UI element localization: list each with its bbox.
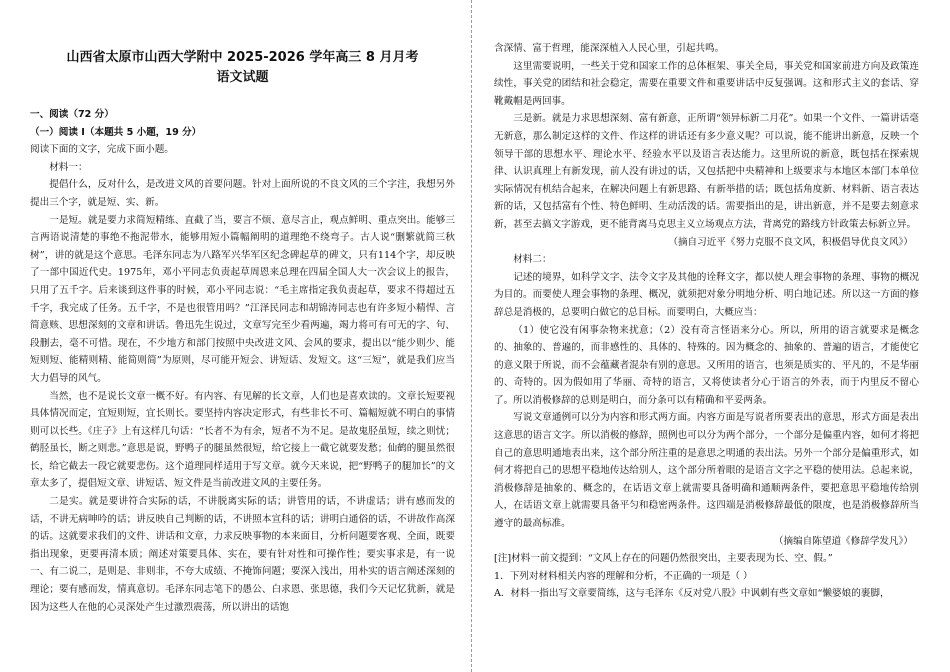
left-column (30, 40, 455, 616)
note: [注]材料一前文提到：“文风上存在的问题仍然很突出，主要表现为长、空、假。” (494, 553, 833, 565)
exam-title: 山西省太原市山西大学附中 2025-2026 学年高三 8 月月考 (66, 50, 419, 65)
material1-label: 材料一： (49, 161, 88, 173)
instruction: 阅读下面的文字，完成下面小题。 (30, 144, 174, 156)
section-heading: 一、阅读（72 分） (30, 109, 114, 120)
left-paragraph-3: 当然，也不是说长文章一概不好。有内容、有见解的长文章，人们也是喜欢读的。文章长短要视具体情况而定，宜短则短，宜长则长。要坚持内容决定形式，有些非长不可、篇幅短就不明白的事情则可以长些。《庄子》上有这样几句话：“长者不为有余，短者不为不足。是故鬼胫虽短，续之则忧；鹤胫虽长，断之则悲。”意思是说，野鸭子的腿虽然很短，给它接上一截它就要发愁；仙鹤的腿虽然很长，给它截去一段它就要悲伤。这个道理同样适用于写文章。就今天来说，把“野鸭子的腿加长”的文章太多了，提倡短文章、讲短话、短文件是当前改进文风的主要任务。 (30, 390, 455, 490)
material2-paragraph-1: 记述的境界，如科学文字、法令文字及其他的诠释文字，都以使人理会事物的条理、事物的概况为目的。而要使人理会事物的条理、概况，就须把对象分明地分析、明白地记述。所以这一方面的修辞总是消极的，总要明白做它的总目标。而要明白，大概应当： (494, 271, 919, 318)
right-paragraph-3: 三是新。就是力求思想深刻、富有新意，正所谓“领异标新二月花”。如果一个文件、一篇讲话毫无新意，那么制定这样的文件、作这样的讲话还有多少意义呢？可以说，能不能讲出新意，反映一个领导干部的思想水平、理论水平、经验水平以及语言表达能力。这里所说的新意，既包括在探索规律、认识真理上有新发现，前人没有讲过的话，又包括把中央精神和上级要求与本地区本部门本单位实际情况有机结合起来，在解决问题上有新思路、有新举措的话；既包括角度新、材料新、语言表达新的话，又包括富有个性、特色鲜明、生动活泼的话。需要指出的是，讲出新意，并不是要去刻意求新，甚至去搞文字游戏，更不能背离马克思主义立场观点方法，背离党的路线方针政策去标新立异。 (494, 113, 919, 230)
subsection-heading: （一）阅读 I（本题共 5 小题，19 分） (30, 126, 202, 138)
exam-subtitle: 语文试题 (216, 70, 269, 85)
material2-paragraph-3: 写说文章通例可以分为内容和形式两方面。内容方面是写说者所要表出的意思，形式方面是表出这意思的语言文字。所以消极的修辞，照例也可以分为两个部分，一个部分是偏重内容，如何才将把自己的意思明通地表出来，这个部分所注重的是意思之明通的表出法。另外一个部分是偏重形式，如何才将把自己的思想平稳地传达给别人，这个部分所着眼的是语言文字之平稳的使用法。总起来说，消极修辞是抽象的、概念的，在话语文章上就需要具备明确和通顺两条件，要把意思平稳地传给别人，在话语文章上就需要具备平匀和稳密两条件。这四端是消极修辞最低的限度，也是消极修辞所当遵守的最高标准。 (494, 412, 919, 530)
right-paragraph-2: 这里需要说明，一些关于党和国家工作的总体框架、事关全局，事关党和国家前进方向及政策连续性，事关党的团结和社会稳定，需要在重要文件和重要讲话中反复强调。这和形式主义的套话、穿靴戴帽是两回事。 (494, 60, 919, 107)
source-citation-1: （摘自习近平《努力克服不良文风，积极倡导优良文风》） (668, 236, 913, 248)
left-paragraph-2: 一是短。就是要力求简短精练、直截了当，要言不烦、意尽言止，观点鲜明、重点突出。能够三言两语说清楚的事绝不拖泥带水，能够用短小篇幅阐明的道理绝不绕弯子。古人说“删繁就简三秋树”，讲的就是这个意思。毛泽东同志为八路军兴华军区纪念碑起草的碑文，只有114个字，却反映了一部中国近代史。1975年，邓小平同志负责起草周恩来总理在四届全国人大一次会议上的报告，只用了五千字。后来谈到这件事的时候，邓小平同志说：“毛主席指定我负责起草，要求不得超过五千字，我完成了任务。五千字，不是也很管用吗？”江泽民同志和胡锦涛同志也有许多短小精悍、言简意赅、思想深刻的文章和讲话。鲁迅先生说过，文章写完至少看两遍，竭力将可有可无的字、句、段删去，毫不可惜。现在，不少地方和部门按照中央改进文风、会风的要求，提出以“能少则少、能短则短、能精则精、能简则简”为原则，尽可能开短会、讲短话、发短文。这“三短”，就是我们应当大力倡导的风气。 (30, 214, 455, 384)
question-1: 1．下列对材料相关内容的理解和分析，不正确的一项是（ ） (494, 570, 753, 582)
right-paragraph-1: 含深情、富于哲理，能深深植入人民心里，引起共鸣。 (494, 43, 725, 54)
left-paragraph-4: 二是实。就是要讲符合实际的话，不讲脱离实际的话；讲管用的话，不讲虚话；讲有感而发的话，不讲无病呻吟的话；讲反映自己判断的话，不讲照本宣科的话；讲明白通俗的话，不讲故作高深的话。这就要求我们的文件、讲话和文章，力求反映事物的本来面目，分析问题要客观、全面，既要指出现象，更要再清本质；阐述对策要具体、实在，要有针对性和可操作性；要实事求是，有一说一、有二说二，是则是、非则非，不夸大成绩、不掩饰问题；要深入浅出，用朴实的语言阐述深刻的理论；要有感而发，情真意切。毛泽东同志笔下的愚公、白求恩、张思德，我们今天记忆犹新，就是因为这些人在他的心灵深处产生过激烈震荡，所以讲出的话饱 (30, 496, 455, 613)
right-column (494, 40, 919, 603)
material2-label: 材料二： (513, 254, 552, 266)
material2-paragraph-2: （1）使它没有闲事杂物来扰意；（2）没有奇言怪语来分心。所以，所用的语言就要求是概念的、抽象的、普遍的，而非感性的、具体的、特殊的。因为概念的、抽象的、普遍的语言，才能使它的意义限于所说，而不会蕴藏者混杂有别的意思。又所用的语言，也须是质实的、平凡的，不是华丽的、奇特的。因为假如用了华丽、奇特的语言，又将使读者分心于语言的外表，而于内里反不留心了。所以消极修辞的总则是明白，而分条可以有精确和平妥两条。 (494, 324, 919, 406)
question-1-option-a: A．材料一指出写文章要简练，这与毛泽东《反对党八股》中讽刺有些文章如“懒婆娘的裹脚， (494, 588, 890, 600)
source-citation-2: （摘编自陈望道《修辞学发凡》） (773, 535, 913, 547)
column-divider (471, 0, 472, 672)
left-paragraph-1: 提倡什么，反对什么，是改进文风的首要问题。针对上面所说的不良文风的三个字注，我想另外提出三个字，就是短、实、新。 (30, 179, 455, 208)
